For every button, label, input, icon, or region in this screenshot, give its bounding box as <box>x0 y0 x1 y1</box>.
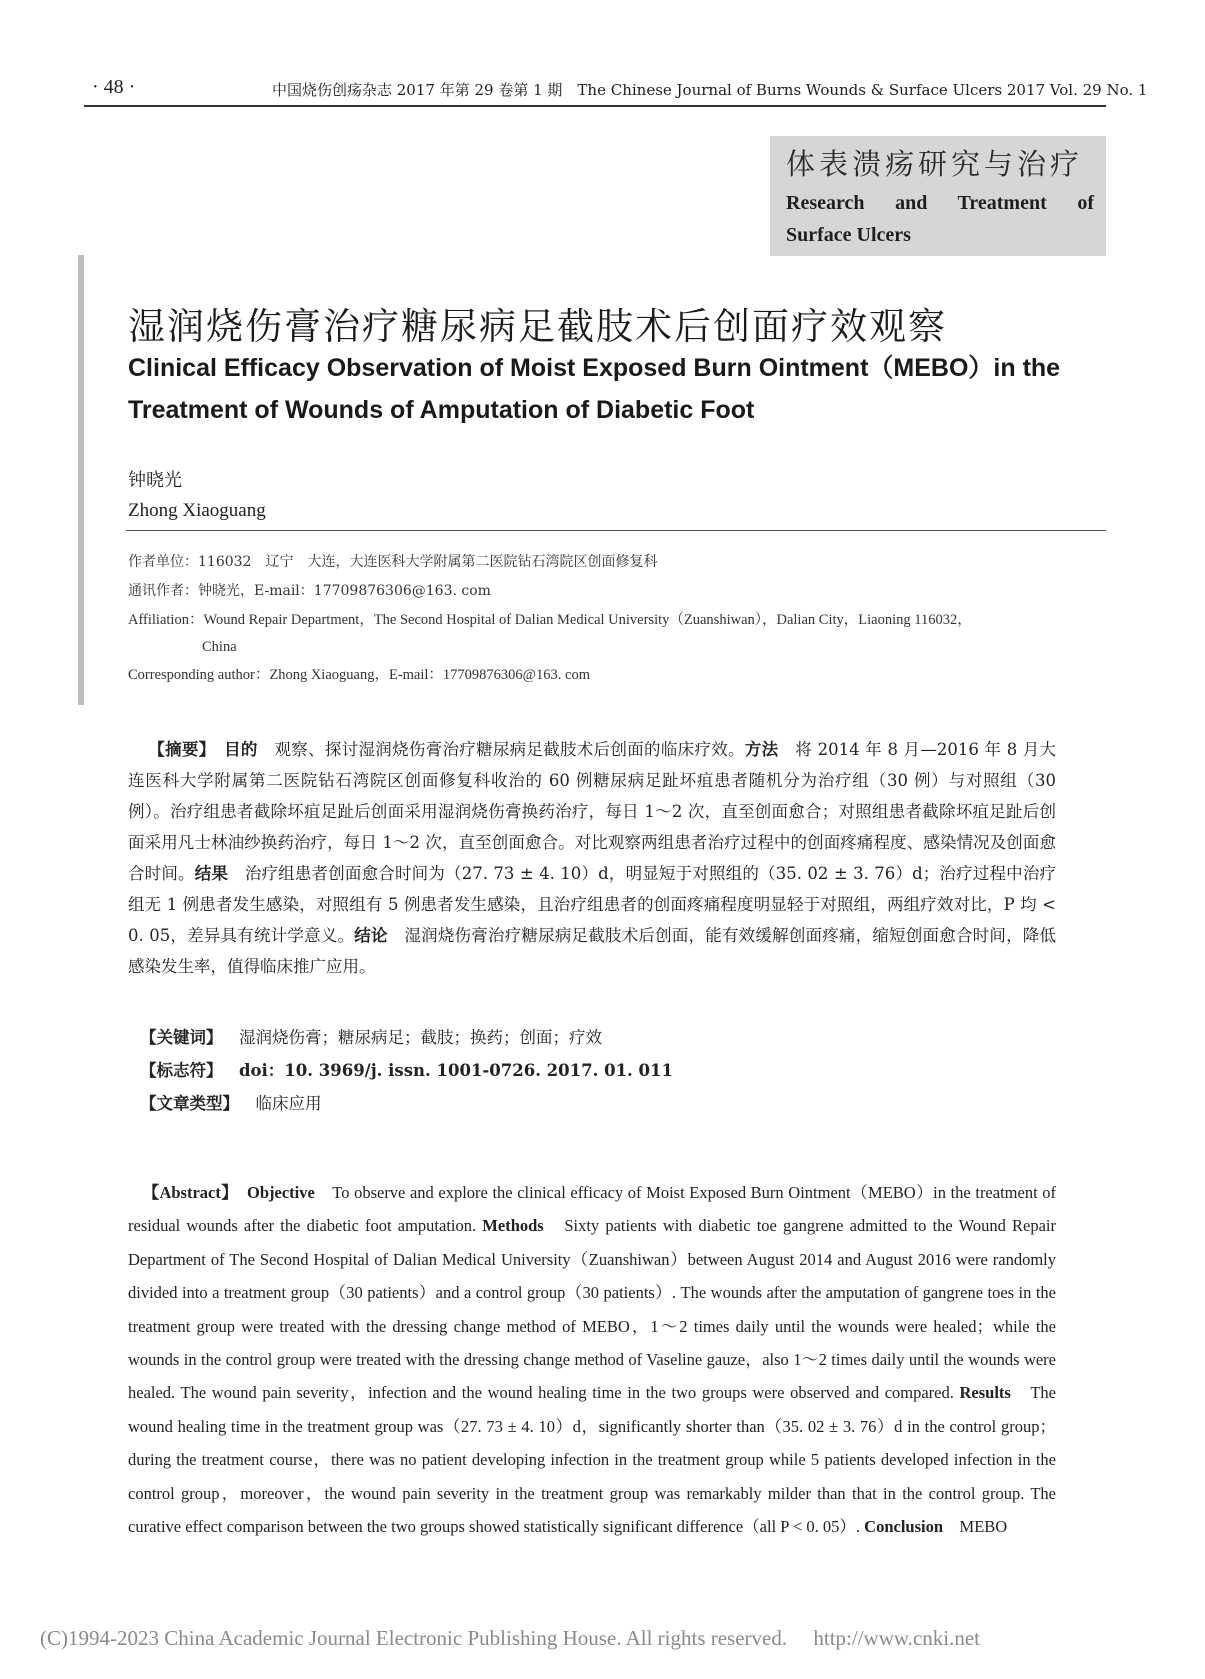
affiliation-en-line2: China <box>202 639 237 655</box>
corresponding-author-cn: 通讯作者：钟晓光，E-mail：17709876306@163. com <box>128 583 491 599</box>
header-rule <box>84 105 1106 107</box>
doi-line <box>140 1057 673 1081</box>
conclusion-text-cn: 湿润烧伤膏治疗糖尿病足截肢术后创面，能有效缓解创面疼痛，缩短创面愈合时间，降低感染发生率，值得临床推广应用。 <box>128 926 1057 976</box>
affiliation-unit-cn: 作者单位：116032 辽宁 大连，大连医科大学附属第二医院钻石湾院区创面修复科 <box>128 554 658 570</box>
abstract-en <box>128 1176 1056 1543</box>
abstract-en-label: 【Abstract】 <box>142 1183 231 1202</box>
methods-text-cn: 将 2014 年 8 月—2016 年 8 月大连医科大学附属第二医院钻石湾院区创面修复科收治的 60 例糖尿病足趾坏疽患者随机分为治疗组（30 例）与对照组（30 例）。治疗组患者截除坏疽足趾后创面采用湿润烧伤膏换药治疗，每日 1～2 次，直至创面愈合；对照组患者截除坏疽足趾后创面采用凡士林油纱换药治疗，每日 1～2 次，直至创面愈合。对比观察两组患者治疗过程中的创面疼痛程度、感染情况及创面愈合时间。 <box>128 740 1057 883</box>
objective-text-en: To observe and explore the clinical efficacy of Moist Exposed Burn Ointment（MEBO）in the treatment of residual wounds after the diabetic foot amputation. <box>128 1183 1057 1236</box>
keywords-line <box>140 1024 602 1048</box>
section-title-cn: 体表溃疡研究与治疗 <box>786 147 1084 181</box>
conclusion-text-en: MEBO <box>959 1517 1008 1537</box>
results-text-en: The wound healing time in the treatment group was（27. 73 ± 4. 10）d，significantly shorter than（35. 02 ± 3. 76）d in the control group；during the treatment course，there was no patient developing infection in the treatment group while 5 patients developed infection in the control group，moreover，the wound pain severity in the treatment group was remarkably milder than that in the control group. The curative effect comparison between the two groups showed statistically significant difference（all P < 0. 05）. <box>128 1383 1056 1537</box>
page-number: · 48 · <box>92 76 136 98</box>
results-label-cn: 结果 <box>194 864 229 883</box>
keywords-value: 湿润烧伤膏；糖尿病足；截肢；换药；创面；疗效 <box>239 1028 602 1047</box>
results-label-en: Results <box>959 1383 1011 1403</box>
objective-label-en: Objective <box>247 1183 315 1202</box>
article-type-value: 临床应用 <box>255 1094 322 1113</box>
section-title-en-line2: Surface Ulcers <box>786 224 911 246</box>
conclusion-label-en: Conclusion <box>864 1517 944 1537</box>
article-title-cn: 湿润烧伤膏治疗糖尿病足截肢术后创面疗效观察 <box>128 305 947 348</box>
doi-label: 【标志符】 <box>140 1061 223 1080</box>
author-name-en: Zhong Xiaoguang <box>128 500 266 521</box>
left-accent-bar <box>78 255 84 705</box>
running-head: 中国烧伤创疡杂志 2017 年第 29 卷第 1 期 The Chinese Journal of Burns Wounds & Surface Ulcers 2017 Vol. 29 No. 1 <box>272 81 1148 99</box>
author-name-cn: 钟晓光 <box>128 470 182 491</box>
section-title-en-line1: Research and Treatment of <box>786 192 1094 214</box>
results-text-cn: 治疗组患者创面愈合时间为（27. 73 ± 4. 10）d，明显短于对照组的（35. 02 ± 3. 76）d；治疗过程中治疗组无 1 例患者发生感染，对照组有 5 例患者发生感染，且治疗组患者的创面疼痛程度明显轻于对照组，两组疗效对比，P 均 < 0. 05，差异具有统计学意义。 <box>128 864 1057 945</box>
article-type-label: 【文章类型】 <box>140 1094 239 1113</box>
author-rule <box>126 530 1106 531</box>
objective-label-cn: 目的 <box>224 740 258 759</box>
keywords-label: 【关键词】 <box>140 1028 223 1047</box>
abstract-cn-label: 【摘要】 <box>148 740 208 759</box>
methods-label-cn: 方法 <box>744 740 779 759</box>
article-type-line <box>140 1090 322 1114</box>
objective-text-cn: 观察、探讨湿润烧伤膏治疗糖尿病足截肢术后创面的临床疗效。 <box>274 740 745 759</box>
doi-value: doi：10. 3969/j. issn. 1001-0726. 2017. 01. 011 <box>239 1061 673 1080</box>
methods-text-en: Sixty patients with diabetic toe gangrene admitted to the Wound Repair Department of The Second Hospital of Dalian Medical University（Zuanshiwan）between August 2014 and August 2016 were randomly divided into a treatment group（30 patients）and a control group（30 patients）. The wounds after the amputation of gangrene toes in the treatment group were treated with the dressing change method of MEBO，1～2 times daily until the wounds were healed；while the wounds in the control group were treated with the dressing change method of Vaseline gauze，also 1～2 times daily until the wounds were healed. The wound pain severity，infection and the wound healing time in the two groups were observed and compared. <box>128 1216 1057 1403</box>
methods-label-en: Methods <box>482 1216 544 1236</box>
corresponding-author-en: Corresponding author：Zhong Xiaoguang，E-mail：17709876306@163. com <box>128 667 590 683</box>
affiliation-en-line1: Affiliation：Wound Repair Department，The Second Hospital of Dalian Medical University（Zuanshiwan），Dalian City，Liaoning 116032， <box>128 612 972 628</box>
article-title-en: Clinical Efficacy Observation of Moist Exposed Burn Ointment（MEBO）in the Treatment of Wounds of Amputation of Diabetic Foot <box>128 354 1061 424</box>
conclusion-label-cn: 结论 <box>354 926 388 945</box>
copyright-footer: (C)1994-2023 China Academic Journal Electronic Publishing House. All rights reserved. http://www.cnki.net <box>40 1626 980 1650</box>
abstract-cn <box>128 734 1056 982</box>
